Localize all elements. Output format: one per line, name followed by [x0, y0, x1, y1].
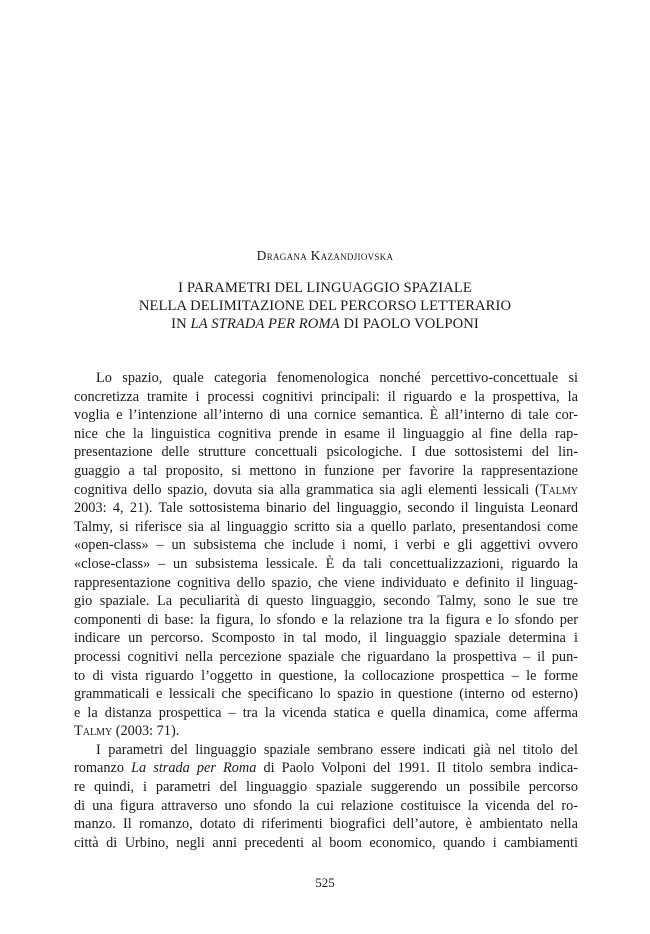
citation-author: Talmy [74, 723, 113, 740]
paragraph-2-line: re quindi, i parametri del linguaggio spaziale suggerendo un possibile percorso [74, 779, 578, 796]
paragraph-1-line: «open-class» – un subsistema che include i nomi, i verbi e gli aggettivi ovvero [74, 537, 578, 554]
paragraph-2-line-text: romanzo [74, 760, 132, 777]
title-line-3-suffix: DI PAOLO VOLPONI [339, 316, 479, 332]
paragraph-1-line: Lo spazio, quale categoria fenomenologica nonché percettivo-concettuale si [96, 370, 578, 386]
paragraph-1-line: guaggio a tal proposito, si mettono in funzione per favorire la rappresentazione [74, 462, 578, 479]
paragraph-1-line: e la distanza prospettica – tra la vicenda statica e quella dinamica, come afferma [74, 704, 578, 721]
paragraph-1-line: grammaticali e lessicali che specificano lo spazio in questione (interno od esterno) [74, 686, 578, 703]
paragraph-1-line [74, 722, 578, 741]
paragraph-1-line: «close-class» – un subsistema lessicale. È da tali concettualizzazioni, riguardo la [74, 555, 578, 572]
paragraph-2-line: manzo. Il romanzo, dotato di riferimenti biografici dell’autore, è ambientato nella [74, 816, 578, 833]
page-number: 525 [315, 875, 335, 890]
paragraph-1-line: componenti di base: la figura, lo sfondo e la relazione tra la figura e lo sfondo per [74, 611, 578, 628]
paragraph-1-line [74, 481, 578, 500]
author-name: Dragana Kazandjiovska [256, 248, 394, 263]
paragraph-1-line: presentazione delle strutture concettuali psicologiche. I due sottosistemi del lin- [74, 444, 578, 461]
paragraph-2-line: I parametri del linguaggio spaziale sembrano essere indicati già nel titolo del [96, 741, 578, 758]
paragraph-1-line: nice che la linguistica cognitiva prende in esame il linguaggio al fine della rap- [74, 425, 578, 442]
novel-title: La strada per Roma [131, 760, 257, 777]
paragraph-1-line: to di vista riguardo l’oggetto in questione, la collocazione prospettica – le forme [74, 667, 578, 684]
article-title [0, 279, 650, 333]
paragraph-1-line-text: cognitiva dello spazio, dovuta sia alla grammatica sia agli elementi lessicali ( [74, 481, 540, 498]
paragraph-1-line-text: (2003: 71). [112, 723, 180, 740]
title-line-3 [0, 315, 650, 333]
title-line-3-prefix: IN [171, 316, 191, 332]
title-line-3-italic: LA STRADA PER ROMA [190, 316, 340, 332]
citation-author: Talmy [539, 481, 578, 498]
body-text [74, 369, 578, 852]
paragraph-2-line-text: di Paolo Volponi del 1991. Il titolo sembra indica- [256, 760, 578, 777]
title-line-1: I PARAMETRI DEL LINGUAGGIO SPAZIALE [178, 280, 472, 296]
paragraph-1-line: rappresentazione cognitiva dello spazio, che viene individuato e definito il linguag- [74, 574, 578, 591]
paragraph-1-line: voglia e l’intenzione all’interno di una cornice semantica. È all’interno di tale cor- [74, 407, 578, 424]
paragraph-1-line: processi cognitivi nella percezione spaziale che riguardano la prospettiva – il pun- [74, 648, 578, 665]
paragraph-1-line: gio spaziale. La peculiarità di questo linguaggio, secondo Talmy, sono le sue tre [74, 593, 578, 610]
paragraph-2-line [74, 759, 578, 778]
paragraph-1-line: indicare un percorso. Scomposto in tal modo, il linguaggio spaziale determina i [74, 630, 578, 647]
paragraph-2-line: di una figura attraverso uno sfondo la cui relazione costituisce la vicenda del ro- [74, 797, 578, 814]
paragraph-1-line: Talmy, si riferisce sia al linguaggio scritto sia a quello parlato, presentandosi come [74, 518, 578, 535]
title-line-2: NELLA DELIMITAZIONE DEL PERCORSO LETTERARIO [138, 298, 512, 314]
paragraph-1-line: 2003: 4, 21). Tale sottosistema binario del linguaggio, secondo il linguista Leonard [74, 500, 578, 517]
paragraph-2-line: città di Urbino, negli anni precedenti al boom economico, quando i cambiamenti [74, 834, 578, 851]
paragraph-1-line: concretizza tramite i processi cognitivi principali: il riguardo e la prospettiva, la [74, 388, 578, 405]
